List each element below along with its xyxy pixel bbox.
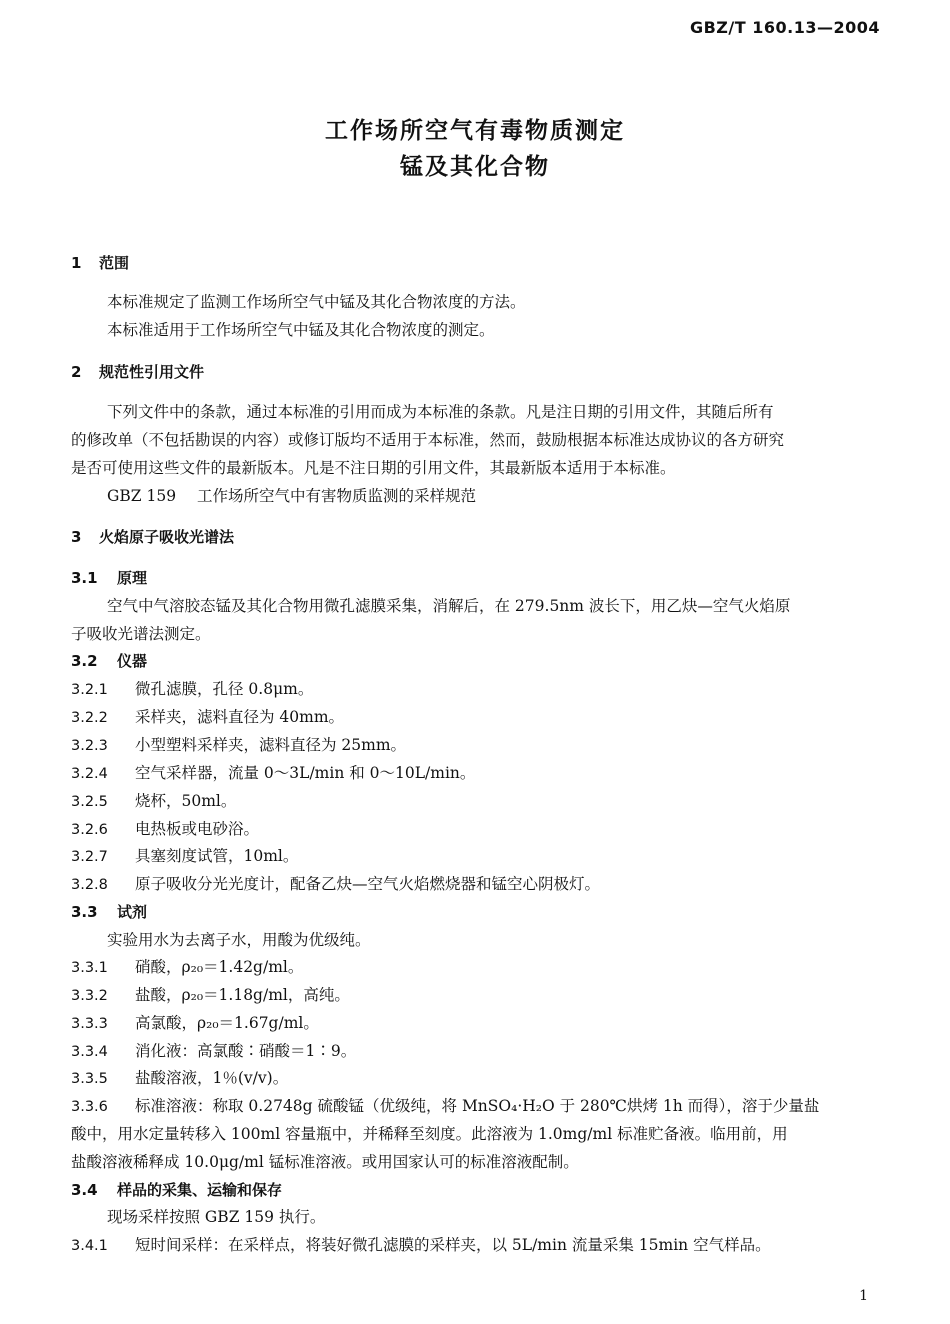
clause-number: 3.2.2 bbox=[71, 710, 108, 726]
clause-text: 标准溶液：称取 0.2748g 硫酸锰（优级纯，将 MnSO₄·H₂O 于 280℃烘烤 1h 而得），溶于少量盐 bbox=[135, 1097, 820, 1115]
clause-number: 3.4.1 bbox=[71, 1238, 108, 1254]
clause-text: 原子吸收分光光度计，配备乙炔—空气火焰燃烧器和锰空心阴极灯。 bbox=[135, 875, 601, 893]
clause-number: 3.3.3 bbox=[71, 1016, 108, 1032]
clause-number: 3.2.6 bbox=[71, 822, 108, 838]
clause-item bbox=[71, 679, 880, 700]
clause-text: 空气采样器，流量 0～3L/min 和 0～10L/min。 bbox=[135, 764, 476, 782]
subsection-number: 3.4 bbox=[71, 1181, 98, 1199]
clause-item bbox=[71, 1013, 880, 1034]
normative-reference bbox=[107, 486, 880, 506]
clause-text: 消化液：高氯酸∶硝酸＝1∶9。 bbox=[135, 1042, 357, 1060]
clause-number: 3.2.4 bbox=[71, 766, 108, 782]
clause-text: 小型塑料采样夹，滤料直径为 25mm。 bbox=[135, 736, 407, 754]
clause-number: 3.2.8 bbox=[71, 877, 108, 893]
paragraph-line: 盐酸溶液稀释成 10.0μg/ml 锰标准溶液。或用国家认可的标准溶液配制。 bbox=[71, 1153, 579, 1171]
clause-text: 电热板或电砂浴。 bbox=[135, 820, 260, 838]
clause-text: 具塞刻度试管，10ml。 bbox=[135, 847, 299, 865]
paragraph-line: 下列文件中的条款，通过本标准的引用而成为本标准的条款。凡是注日期的引用文件，其随后所有 bbox=[107, 403, 774, 421]
section-title: 范围 bbox=[99, 254, 130, 272]
clause-item bbox=[71, 735, 880, 756]
subsection-title: 试剂 bbox=[117, 903, 148, 921]
subsection-number: 3.3 bbox=[71, 903, 98, 921]
clause-text: 高氯酸，ρ₂₀＝1.67g/ml。 bbox=[135, 1014, 319, 1032]
reference-code: GBZ 159 bbox=[107, 487, 177, 505]
clause-item bbox=[71, 819, 880, 840]
paragraph: 实验用水为去离子水，用酸为优级纯。 bbox=[107, 931, 371, 949]
document-title: 工作场所空气有毒物质测定 bbox=[325, 118, 625, 144]
clause-number: 3.3.4 bbox=[71, 1044, 108, 1060]
paragraph-line: 子吸收光谱法测定。 bbox=[71, 625, 211, 643]
subsection-3-4-heading bbox=[71, 1180, 880, 1200]
clause-item bbox=[71, 1041, 880, 1062]
paragraph-line: 的修改单（不包括勘误的内容）或修订版均不适用于本标准，然而，鼓励根据本标准达成协议的各方研究 bbox=[71, 431, 785, 449]
document-subtitle: 锰及其化合物 bbox=[400, 154, 550, 180]
section-title: 规范性引用文件 bbox=[99, 363, 205, 381]
clause-item bbox=[71, 1068, 880, 1089]
clause-item bbox=[71, 874, 880, 895]
section-3-heading bbox=[71, 527, 880, 547]
clause-number: 3.3.5 bbox=[71, 1071, 108, 1087]
subsection-number: 3.2 bbox=[71, 652, 98, 670]
clause-item bbox=[71, 791, 880, 812]
clause-text: 采样夹，滤料直径为 40mm。 bbox=[135, 708, 345, 726]
standard-code: GBZ/T 160.13—2004 bbox=[689, 18, 880, 37]
clause-text: 盐酸，ρ₂₀＝1.18g/ml，高纯。 bbox=[135, 986, 350, 1004]
paragraph: 本标准规定了监测工作场所空气中锰及其化合物浓度的方法。 bbox=[107, 293, 526, 311]
subsection-title: 原理 bbox=[117, 569, 148, 587]
clause-number: 3.2.7 bbox=[71, 849, 108, 865]
clause-item bbox=[71, 846, 880, 867]
clause-number: 3.2.3 bbox=[71, 738, 108, 754]
clause-text: 微孔滤膜，孔径 0.8μm。 bbox=[135, 680, 314, 698]
clause-item bbox=[71, 985, 880, 1006]
section-title: 火焰原子吸收光谱法 bbox=[99, 528, 235, 546]
clause-text: 硝酸，ρ₂₀＝1.42g/ml。 bbox=[135, 958, 304, 976]
clause-item bbox=[71, 1235, 880, 1256]
paragraph-line: 酸中，用水定量转移入 100ml 容量瓶中，并稀释至刻度。此溶液为 1.0mg/ml 标准贮备液。临用前，用 bbox=[71, 1125, 788, 1143]
subsection-title: 仪器 bbox=[117, 652, 148, 670]
clause-item bbox=[71, 957, 880, 978]
clause-item bbox=[71, 707, 880, 728]
clause-text: 短时间采样：在采样点，将装好微孔滤膜的采样夹，以 5L/min 流量采集 15min 空气样品。 bbox=[135, 1236, 771, 1254]
subsection-3-2-heading bbox=[71, 651, 880, 671]
paragraph-line: 是否可使用这些文件的最新版本。凡是不注日期的引用文件，其最新版本适用于本标准。 bbox=[71, 459, 676, 477]
clause-item bbox=[71, 1096, 880, 1117]
section-number: 2 bbox=[71, 363, 82, 381]
section-1-heading bbox=[71, 253, 880, 273]
clause-text: 烧杯，50ml。 bbox=[135, 792, 237, 810]
subsection-title: 样品的采集、运输和保存 bbox=[117, 1181, 283, 1199]
section-number: 1 bbox=[71, 254, 82, 272]
subsection-3-3-heading bbox=[71, 902, 880, 922]
clause-number: 3.3.1 bbox=[71, 960, 108, 976]
section-number: 3 bbox=[71, 528, 82, 546]
reference-title: 工作场所空气中有害物质监测的采样规范 bbox=[197, 487, 477, 505]
subsection-number: 3.1 bbox=[71, 569, 98, 587]
subsection-3-1-heading bbox=[71, 568, 880, 588]
paragraph-line: 空气中气溶胶态锰及其化合物用微孔滤膜采集，消解后，在 279.5nm 波长下，用乙炔—空气火焰原 bbox=[107, 597, 791, 615]
clause-number: 3.3.2 bbox=[71, 988, 108, 1004]
paragraph: 现场采样按照 GBZ 159 执行。 bbox=[107, 1208, 326, 1226]
clause-number: 3.2.1 bbox=[71, 682, 108, 698]
clause-item bbox=[71, 763, 880, 784]
paragraph: 本标准适用于工作场所空气中锰及其化合物浓度的测定。 bbox=[107, 321, 495, 339]
page-number: 1 bbox=[859, 1288, 868, 1304]
clause-number: 3.3.6 bbox=[71, 1099, 108, 1115]
clause-number: 3.2.5 bbox=[71, 794, 108, 810]
section-2-heading bbox=[71, 362, 880, 382]
clause-text: 盐酸溶液，1％(v/v)。 bbox=[135, 1069, 289, 1087]
